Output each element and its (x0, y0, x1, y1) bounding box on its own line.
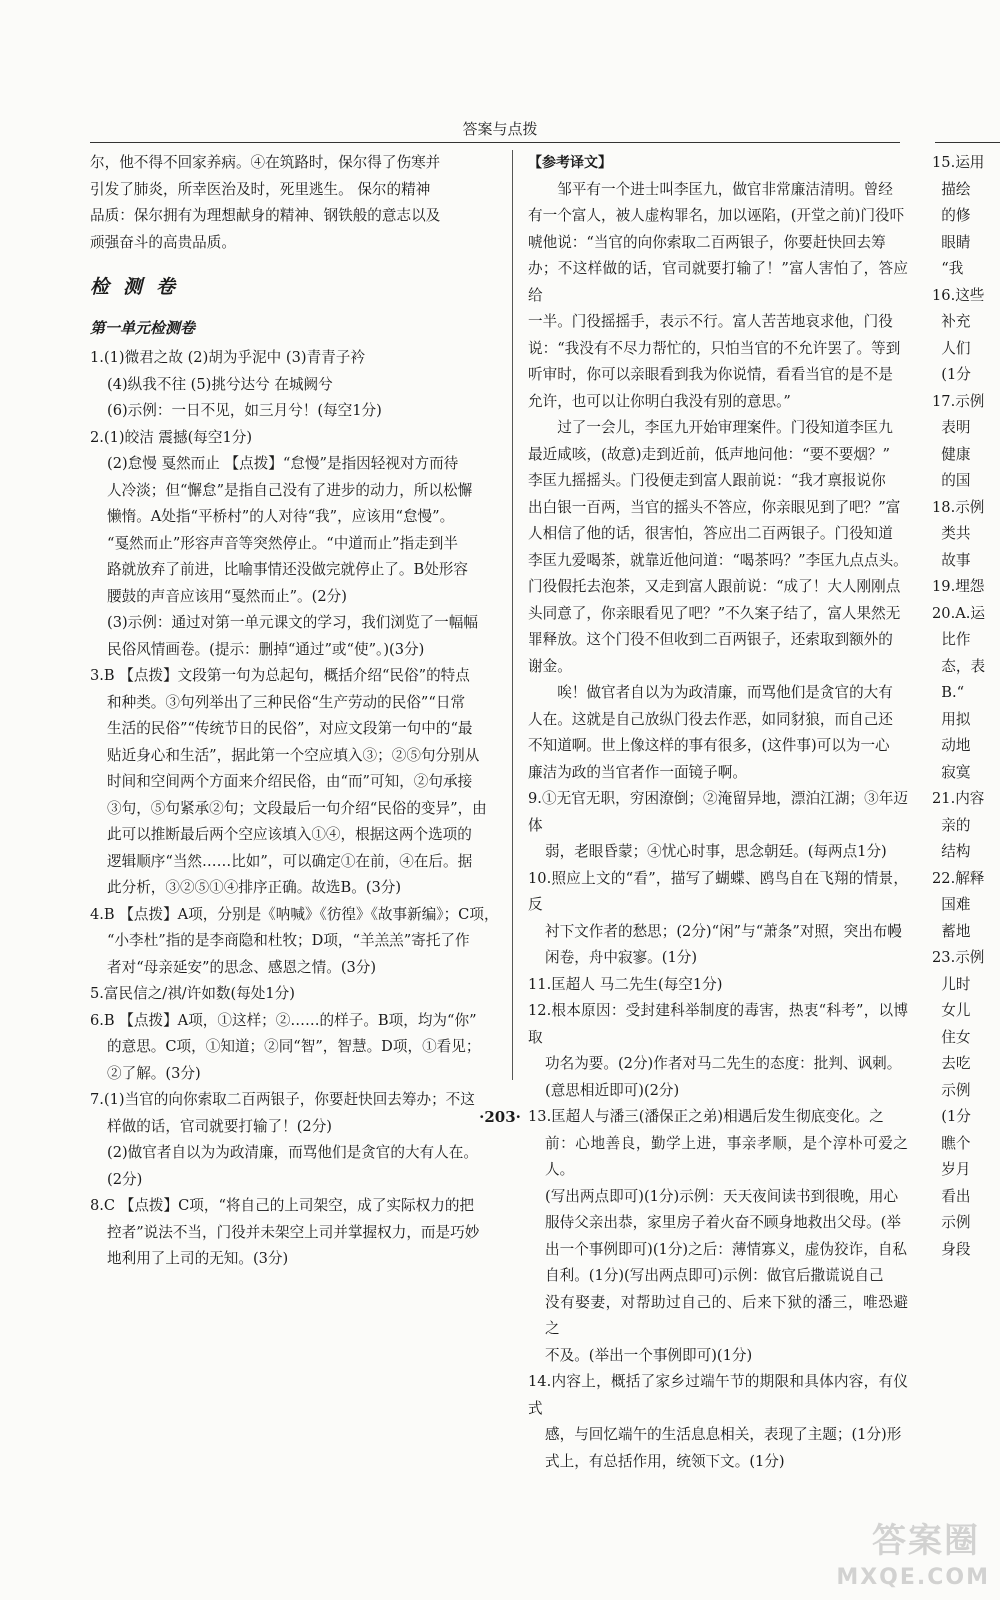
cropped-answer-line: 住女 (932, 1028, 971, 1046)
cropped-answer-line: 态，表 (932, 657, 986, 675)
answer-line: (写出两点即可)(1分)示例：天天夜间读书到很晚，用心 (545, 1187, 899, 1205)
answer-line: 1.(1)微君之故 (2)胡为乎泥中 (3)青青子衿 (90, 349, 365, 366)
answer-line: 弱，老眼昏蒙；④忧心时事，思念朝廷。(每两点1分) (545, 843, 887, 860)
header-rule (90, 142, 900, 143)
cropped-answer-line: 21.内容 (932, 790, 985, 807)
answer-line: 人冷淡；但“懈怠”是指自己没有了进步的动力，所以松懈 (107, 481, 473, 499)
cropped-answer-line: 岁月 (932, 1161, 971, 1178)
translation-line: 唉！做官者自以为为政清廉，而骂他们是贪官的大有 (557, 684, 893, 701)
cropped-answer-line: 蓄地 (932, 922, 971, 940)
translation-line: 一半。门役摇摇手，表示不行。富人苦苦地哀求他，门役 (528, 313, 893, 330)
cropped-answer-line: (1分 (932, 1108, 971, 1125)
cropped-answer-line: 瞧个 (932, 1134, 971, 1152)
cropped-answer-line: 健康 (932, 445, 971, 463)
cropped-answer-line: B.“ (932, 684, 965, 701)
answer-line: 民俗风情画卷。(提示：删掉“通过”或“使”。)(3分) (107, 640, 425, 658)
translation-line: 唬他说：“当官的向你索取二百两银子，你要赶快回去筹 (528, 233, 886, 251)
answer-line: (2)做官者自以为为政清廉，而骂他们是贪官的大有人在。 (107, 1144, 478, 1161)
right-column-cropped (932, 150, 1000, 1263)
translation-line: 过了一会儿，李匡九开始审理案件。门役知道李匡九 (557, 419, 893, 436)
cropped-answer-line: 17.示例 (932, 392, 985, 410)
translation-line: 头同意了，你亲眼看见了吧？”不久案子结了，富人果然无 (528, 604, 901, 622)
cropped-answer-line: 用拟 (932, 710, 971, 728)
answer-line: 14.内容上，概括了家乡过端午节的期限和具体内容，有仪式 (528, 1373, 908, 1417)
cropped-answer-line: 16.这些 (932, 286, 985, 304)
middle-column (528, 150, 908, 1475)
translation-line: 出白银一百两，当官的摇头不答应，你亲眼见到了吧？”富 (528, 498, 901, 516)
translation-line: 李匡九爱喝茶，就靠近他问道：“喝茶吗？”李匡九点点头。 (528, 551, 908, 569)
answer-line: 此可以推断最后两个空应该填入①④，根据这两个选项的 (107, 826, 472, 843)
watermark-sub-text: MXQE.COM (836, 1565, 990, 1590)
page-number: ·203· (479, 1108, 521, 1126)
answer-line: ③句，⑤句紧承②句；文段最后一句介绍“民俗的变异”，由 (107, 799, 487, 817)
translation-line: 门役假托去泡茶，又走到富人跟前说：“成了！大人刚刚点 (528, 578, 901, 595)
answer-line: 2.(1)皎洁 震撼(每空1分) (90, 428, 253, 446)
translation-heading: 【参考译文】 (528, 155, 612, 171)
translation-line: 廉洁为政的当官者作一面镜子啊。 (528, 763, 747, 781)
answer-line: 3.B 【点拨】文段第一句为总起句，概括介绍“民俗”的特点 (90, 667, 470, 684)
answer-line: (2分) (107, 1170, 143, 1188)
answer-line: 5.富民信之/祺/许如数(每处1分) (90, 985, 295, 1002)
translation-line: 谢金。 (528, 657, 572, 675)
answer-line: 时间和空间两个方面来介绍民俗，由“而”可知，②句承接 (107, 773, 473, 790)
cropped-answer-line: 人们 (932, 339, 971, 357)
translation-line: 人在。这就是自己放纵门役去作恶，如同豺狼，而自己还 (528, 710, 893, 728)
answer-line: 6.B 【点拨】A项，①这样；②……的样子。B项，均为“你” (90, 1011, 477, 1029)
cropped-answer-line: 比作 (932, 631, 971, 648)
answer-line: 前：心地善良，勤学上进，事亲孝顺，是个淳朴可爱之人。 (545, 1134, 908, 1178)
column-divider (512, 150, 513, 1080)
translation-line: 邹平有一个进士叫李匡九，做官非常廉洁清明。曾经 (557, 180, 893, 198)
cropped-answer-line: 表明 (932, 419, 971, 436)
cropped-answer-line: 示例 (932, 1214, 971, 1231)
answer-line: 控者”说法不当，门役并未架空上司并掌握权力，而是巧妙 (107, 1223, 480, 1241)
answer-line: 者对“母亲延安”的思念、感恩之情。(3分) (107, 958, 377, 976)
left-answers (90, 345, 500, 1273)
text-line: 尔，他不得不回家养病。④在筑路时，保尔得了伤寒并 (90, 154, 441, 171)
translation-line: 说：“我没有不尽力帮忙的，只怕当官的不允许罢了。等到 (528, 339, 901, 357)
cropped-answer-line: 19.埋怨 (932, 578, 985, 595)
answer-line: 12.根本原因：受封建科举制度的毒害，热衷“科考”，以博取 (528, 1002, 908, 1046)
text-line: 品质：保尔拥有为理想献身的精神、钢铁般的意志以及 (90, 207, 441, 224)
translation-line: 人相信了他的话，很害怕，答应出二百两银子。门役知道 (528, 525, 893, 542)
cropped-answer-line: 眼睛 (932, 233, 971, 251)
text-line: 引发了肺炎，所幸医治及时，死里逃生。 保尔的精神 (90, 180, 431, 198)
translation-line: 听审时，你可以亲眼看到我为你说情，看看当官的是不是 (528, 366, 893, 383)
translation-line: 罪释放。这个门役不但收到二百两银子，还索取到额外的 (528, 631, 893, 648)
cropped-answer-line: 描绘 (932, 180, 971, 198)
answer-line: 衬下文作者的愁思；(2分)“闲”与“萧条”对照，突出布幔 (545, 922, 902, 940)
cropped-answer-line: 15.运用 (932, 154, 985, 171)
answer-line: 10.照应上文的“看”，描写了蝴蝶、鸥鸟自在飞翔的情景，反 (528, 869, 908, 913)
left-column (90, 150, 500, 1273)
answer-line: 功名为要。(2分)作者对马二先生的态度：批判、讽刺。 (545, 1055, 902, 1072)
answer-line: 服侍父亲出恭，家里房子着火奋不顾身地救出父母。(举 (545, 1214, 901, 1231)
cropped-answer-line: 动地 (932, 737, 971, 754)
translation-line: 最近咸咳，(故意)走到近前，低声地问他：“要不要烟？” (528, 445, 890, 463)
translation-line: 有一个富人，被人虚构罪名，加以诬陷，(开堂之前)门役吓 (528, 207, 905, 224)
running-header: 答案与点拨 (462, 120, 538, 138)
cropped-answer-line: 女儿 (932, 1002, 971, 1019)
answer-line: 生活的民俗”“传统节日的民俗”，对应文段第一句中的“最 (107, 720, 473, 737)
cropped-answer-line: 示例 (932, 1081, 971, 1099)
cropped-answer-line: 18.示例 (932, 498, 985, 516)
answer-line: 地利用了上司的无知。(3分) (107, 1250, 289, 1267)
answer-line: 式上，有总括作用，统领下文。(1分) (545, 1452, 785, 1470)
translation-line: 不知道啊。世上像这样的事有很多，(这件事)可以为一心 (528, 737, 890, 754)
answer-line: (6)示例：一日不见，如三月兮！(每空1分) (107, 402, 382, 419)
cropped-answer-line: 国难 (932, 896, 971, 913)
answer-line: 4.B 【点拨】A项，分别是《呐喊》《彷徨》《故事新编》；C项， (90, 905, 499, 923)
cropped-answer-line: 的修 (932, 207, 971, 224)
cropped-answer-line: 22.解释 (932, 869, 985, 887)
section-title: 检测卷 (90, 276, 190, 298)
answer-line: (4)纵我不往 (5)挑兮达兮 在城阙兮 (107, 375, 333, 393)
cropped-answer-line: 20.A.运 (932, 604, 985, 622)
answer-line: 11.匡超人 马二先生(每空1分) (528, 975, 723, 993)
watermark-main-text: 答案圈 (872, 1521, 980, 1561)
cropped-answer-line: 故事 (932, 551, 971, 569)
answer-line: ②了解。(3分) (107, 1064, 201, 1082)
cropped-answer-line: 看出 (932, 1187, 971, 1205)
answer-line: 8.C 【点拨】C项，“将自己的上司架空，成了实际权力的把 (90, 1197, 475, 1214)
cropped-answer-line: (1分 (932, 366, 971, 383)
answer-line: (2)怠慢 戛然而止 【点拨】“怠慢”是指因轻视对方而待 (107, 455, 459, 472)
answer-line: 感，与回忆端午的生活息息相关，表现了主题；(1分)形 (545, 1426, 902, 1443)
answer-line: 此分析，③②⑤①④排序正确。故选B。(3分) (107, 879, 402, 896)
answer-line: 13.匡超人与潘三(潘保正之弟)相遇后发生彻底变化。之 (528, 1108, 884, 1125)
answer-line: (意思相近即可)(2分) (545, 1081, 680, 1099)
cropped-answer-line: 亲的 (932, 816, 971, 834)
cropped-answer-line: 23.示例 (932, 949, 985, 966)
answer-line: “戛然而止”形容声音等突然停止。“中道而止”指走到半 (107, 534, 458, 552)
cropped-answer-line: 寂寞 (932, 763, 971, 781)
answer-line: 不及。(举出一个事例即可)(1分) (545, 1346, 753, 1364)
answer-line: (3)示例：通过对第一单元课文的学习，我们浏览了一幅幅 (107, 614, 478, 631)
answer-line: 9.①无官无职，穷困潦倒；②淹留异地，漂泊江湖；③年迈体 (528, 790, 908, 834)
text-line: 顽强奋斗的高贵品质。 (90, 233, 236, 251)
cropped-answer-line: “我 (932, 260, 964, 277)
answer-line: 出一个事例即可)(1分)之后：薄情寡义，虚伪狡诈，自私 (545, 1240, 908, 1258)
answer-line: 7.(1)当官的向你索取二百两银子，你要赶快回去筹办；不这 (90, 1091, 475, 1108)
answer-line: 懒惰。A处指“平桥村”的人对待“我”，应该用“怠慢”。 (107, 508, 455, 525)
cropped-answer-line: 身段 (932, 1240, 971, 1258)
answer-line: 闲卷，舟中寂寥。(1分) (545, 949, 698, 966)
translation-line: 李匡九摇摇头。门役便走到富人跟前说：“我才禀报说你 (528, 472, 886, 489)
answer-line: 样做的话，官司就要打输了！(2分) (107, 1117, 332, 1135)
cropped-answer-line: 结构 (932, 843, 971, 860)
translation-line: 办；不这样做的话，官司就要打输了！”富人害怕了，答应给 (528, 260, 908, 304)
answer-line: 路就放弃了前进，比喻事情还没做完就停止了。B处形容 (107, 561, 468, 578)
watermark-logo (820, 1500, 990, 1590)
answer-line: “小李杜”指的是李商隐和杜牧；D项，“羊羔羔”寄托了作 (107, 932, 470, 949)
middle-answers (528, 786, 908, 1475)
cropped-answer-line: 类共 (932, 525, 971, 542)
unit-title: 第一单元检测卷 (90, 318, 196, 337)
cropped-answer-line: 儿时 (932, 975, 971, 993)
cropped-answer-line: 的国 (932, 472, 971, 489)
cropped-answer-line: 补充 (932, 313, 971, 330)
left-top-lines (90, 150, 500, 256)
answer-line: 和种类。③句列举出了三种民俗“生产劳动的民俗”“日常 (107, 693, 466, 711)
answer-line: 没有娶妻，对帮助过自己的、后来下狱的潘三，唯恐避之 (545, 1293, 908, 1337)
answer-line: 贴近身心和生活”，据此第一个空应填入③；②⑤句分别从 (107, 746, 480, 764)
answer-line: 逻辑顺序“当然……比如”，可以确定①在前，④在后。据 (107, 852, 473, 870)
answer-line: 的意思。C项，①知道；②同“智”，智慧。D项，①看见； (107, 1038, 481, 1055)
translation-line: 允许，也可以让你明白我没有别的意思。” (528, 392, 791, 410)
header-rule-right (935, 142, 1000, 143)
translation-text (528, 177, 908, 787)
cropped-answer-line: 去吃 (932, 1055, 971, 1072)
answer-line: 自利。(1分)(写出两点即可)示例：做官后撒谎说自己 (545, 1267, 884, 1284)
answer-line: 腰鼓的声音应该用“戛然而止”。(2分) (107, 587, 347, 605)
